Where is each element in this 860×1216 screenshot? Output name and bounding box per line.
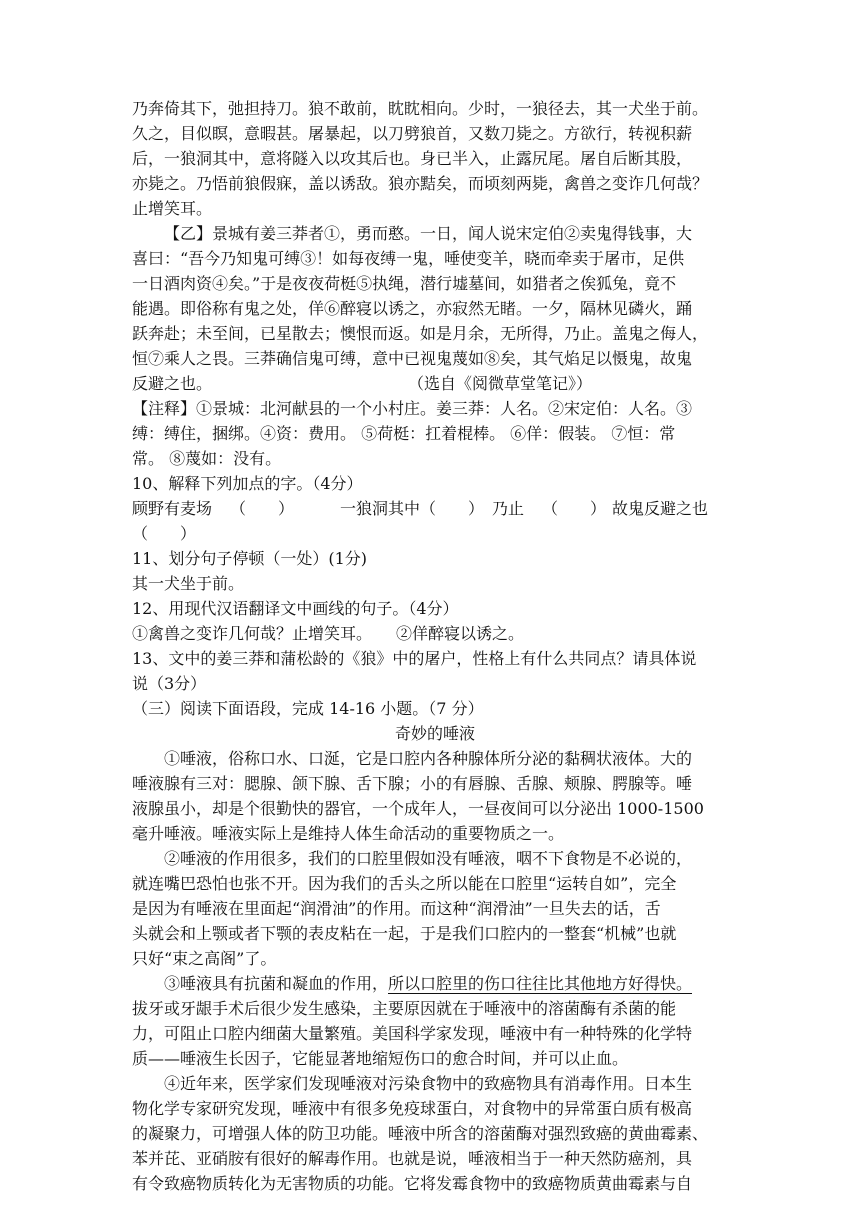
text-line: 液腺虽小，却是个很勤快的器官，一个成年人，一昼夜间可以分泌出 1000-1500 — [132, 799, 704, 818]
text-span: 反避之也。 — [132, 374, 213, 393]
text-line: 苯并芘、亚硝胺有很好的解毒作用。也就是说，唾液相当于一种天然防癌剂，具 — [132, 1149, 693, 1168]
text-line: 物化学专家研究发现，唾液中有很多免疫球蛋白，对食物中的异常蛋白质有极高 — [132, 1099, 693, 1118]
question-13: 说（3分） — [132, 674, 207, 693]
text-line: 止增笑耳。 — [132, 199, 213, 218]
notes-line: 缚：缚住，捆绑。④资：费用。 ⑤荷梃：扛着棍棒。 ⑥佯：假装。 ⑦恒：常 — [132, 424, 676, 443]
text-line: 久之，目似瞑，意暇甚。屠暴起，以刀劈狼首，又数刀毙之。方欲行，转视积薪 — [132, 124, 693, 143]
text-line: ②唾液的作用很多，我们的口腔里假如没有唾液，咽不下食物是不必说的， — [164, 849, 693, 868]
notes-line: 【注释】①景城：北河献县的一个小村庄。姜三莽：人名。②宋定伯：人名。③ — [132, 399, 693, 418]
text-line: 亦毙之。乃悟前狼假寐，盖以诱敌。狼亦黠矣，而顷刻两毙，禽兽之变诈几何哉？ — [132, 174, 709, 193]
notes-line: 常。 ⑧蔑如：没有。 — [132, 449, 282, 468]
text-line: ①唾液，俗称口水、口涎，它是口腔内各种腺体所分泌的黏稠状液体。大的 — [164, 749, 693, 768]
text-line: 的凝聚力，可增强人体的防卫功能。唾液中所含的溶菌酶对强烈致癌的黄曲霉素、 — [132, 1124, 709, 1143]
question-11-title: 11、划分句子停顿（一处）(1分) — [132, 549, 368, 568]
section-heading: （三）阅读下面语段，完成 14-16 小题。（7 分） — [132, 699, 484, 718]
text-line: 是因为有唾液在里面起“润滑油”的作用。而这种“润滑油”一旦失去的话，舌 — [132, 899, 661, 918]
q10-item: 一狼洞其中（ ） — [340, 499, 485, 518]
q10-item: 顾野有麦场 — [132, 499, 213, 518]
essay-title: 奇妙的唾液 — [394, 724, 475, 743]
question-12-title: 12、用现代汉语翻译文中画线的句子。（4分） — [132, 599, 459, 618]
text-line: 一日酒肉资④矣。”于是夜夜荷梃⑤执绳，潜行墟墓间，如猎者之俟狐兔，竟不 — [132, 274, 677, 293]
sentence-1: ①禽兽之变诈几何哉？止增笑耳。 — [132, 624, 373, 643]
text-line: 就连嘴巴恐怕也张不开。因为我们的舌头之所以能在口腔里“运转自如”，完全 — [132, 874, 677, 893]
text-line: 后，一狼洞其中，意将隧入以攻其后也。身已半入，止露尻尾。屠自后断其股， — [132, 149, 693, 168]
q10-item: 乃止 — [492, 499, 525, 518]
text-line: 头就会和上颚或者下颚的表皮粘在一起，于是我们口腔内的一整套“机械”也就 — [132, 924, 677, 943]
question-13: 13、文中的姜三莽和蒲松龄的《狼》中的屠户，性格上有什么共同点？请具体说 — [132, 649, 697, 668]
q10-blank: （ ） — [132, 524, 197, 543]
text-line: 质——唾液生长因子，它能显著地缩短伤口的愈合时间，并可以止血。 — [132, 1049, 629, 1068]
sentence-2: ②佯醉寝以诱之。 — [396, 624, 525, 643]
text-line: 喜曰：“吾今乃知鬼可缚③！如每夜缚一鬼，唾使变羊，晓而牵卖于屠市，足供 — [132, 249, 685, 268]
question-10-title: 10、解释下列加点的字。（4分） — [132, 474, 363, 493]
q10-blank: （ ） — [230, 499, 295, 518]
text-line: 恒⑦乘人之畏。三莽确信鬼可缚，意中已视鬼蔑如⑧矣，其气焰足以慑鬼，故鬼 — [132, 349, 693, 368]
text-line: 乃奔倚其下，弛担持刀。狼不敢前，眈眈相向。少时，一狼径去，其一犬坐于前。 — [132, 99, 709, 118]
text-line — [132, 371, 738, 396]
text-line: 只好“束之高阁”了。 — [132, 949, 277, 968]
text-line: ④近年来，医学家们发现唾液对污染食物中的致癌物具有消毒作用。日本生 — [164, 1074, 693, 1093]
question-10-items — [132, 496, 738, 521]
text-span: ③唾液具有抗菌和凝血的作用， — [164, 974, 389, 993]
text-line: 力，可阻止口腔内细菌大量繁殖。美国科学家发现，唾液中有一种特殊的化学特 — [132, 1024, 693, 1043]
source-citation: （选自《阅微草堂笔记》） — [408, 374, 593, 393]
q10-blank: （ ） — [542, 499, 607, 518]
q10-item: 故鬼反避之也 — [612, 499, 709, 518]
text-line: 【乙】景城有姜三莽者①，勇而憨。一日，闻人说宋定伯②卖鬼得钱事，大 — [164, 224, 693, 243]
document-page — [132, 96, 738, 1196]
text-line: 唾液腺有三对：腮腺、颌下腺、舌下腺；小的有唇腺、舌腺、颊腺、腭腺等。唾 — [132, 774, 693, 793]
text-line: 拔牙或牙龈手术后很少发生感染，主要原因就在于唾液中的溶菌酶有杀菌的能 — [132, 999, 677, 1018]
question-11-text: 其一犬坐于前。 — [132, 574, 245, 593]
underlined-sentence: 所以口腔里的伤口往往比其他地方好得快。 — [388, 974, 693, 993]
text-line — [132, 971, 738, 996]
text-line: 跃奔赴；未至间，已星散去；懊恨而返。如是月余，无所得，乃止。盖鬼之侮人， — [132, 324, 709, 343]
text-line: 能遇。即俗称有鬼之处，佯⑥醉寝以诱之，亦寂然无睹。一夕，隔林见磷火，踊 — [132, 299, 693, 318]
question-12-sentences — [132, 621, 738, 646]
text-line: 有令致癌物质转化为无害物质的功能。它将发霉食物中的致癌物质黄曲霉素与自 — [132, 1174, 693, 1193]
text-line: 毫升唾液。唾液实际上是维持人体生命活动的重要物质之一。 — [132, 824, 565, 843]
